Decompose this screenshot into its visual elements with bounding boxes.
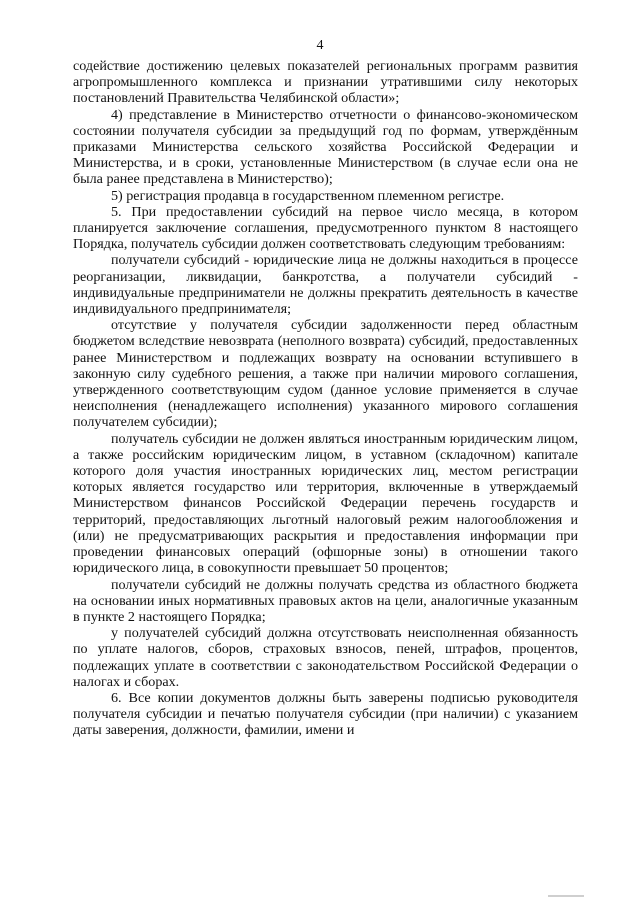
paragraph-section-5: 5. При предоставлении субсидий на первое число месяца, в котором планируется заключение соглашения, предусмотренного пунктом 8 настоящего Порядка, получатель субсидии должен соответствовать следующим требованиям: xyxy=(73,203,578,253)
paragraph-requirement-taxes: у получателей субсидий должна отсутствовать неисполненная обязанность по уплате налогов, сборов, страховых взносов, пеней, штрафов, процентов, подлежащих уплате в соответствии с законодательством Российской Федерации о налогах и сборах. xyxy=(73,625,578,690)
paragraph-continuation: содействие достижению целевых показателей региональных программ развития агропромышленного комплекса и признании утратившими силу некоторых постановлений Правительства Челябинской области»; xyxy=(73,58,578,107)
paragraph-requirement-other-funds: получатели субсидий не должны получать средства из областного бюджета на основании иных нормативных правовых актов на цели, аналогичные указанным в пункте 2 настоящего Порядка; xyxy=(73,576,578,625)
paragraph-item-4-reporting: 4) представление в Министерство отчетности о финансово-экономическом состоянии получателя субсидии за предыдущий год по формам, утверждённым приказами Министерства сельского хозяйства Российской Федерации и Министерства, и в сроки, установленные Министерством (в случае если она не была ранее представлена в Министерство); xyxy=(73,106,578,188)
paragraph-section-6: 6. Все копии документов должны быть заверены подписью руководителя получателя субсидии и печатью получателя субсидии (при наличии) с указанием даты заверения, должности, фамилии, имени и xyxy=(73,689,578,739)
scan-edge-mark xyxy=(548,895,584,897)
paragraph-requirement-debt: отсутствие у получателя субсидии задолженности перед областным бюджетом вследствие невозврата (неполного возврата) субсидий, предоставленных ранее Министерством и подлежащих возврату на основании вступившего в законную силу судебного решения, а также при наличии мирового соглашения, утвержденного соответствующим судом (данное условие применяется в случае неисполнения (ненадлежащего исполнения) указанного мирового соглашения получателем субсидии); xyxy=(73,317,578,431)
paragraph-requirement-reorganization: получатели субсидий - юридические лица не должны находиться в процессе реорганизации, ликвидации, банкротства, а получатели субсидий - индивидуальные предприниматели не должны прекратить деятельность в качестве индивидуального предпринимателя; xyxy=(73,252,578,318)
paragraph-item-5-registry: 5) регистрация продавца в государственном племенном регистре. xyxy=(111,187,505,204)
paragraph-requirement-foreign-entity: получатель субсидии не должен являться иностранным юридическим лицом, а также российским юридическим лицом, в уставном (складочном) капитале которого доля участия иностранных юридических лиц, местом регистрации которых является государство или территория, включенные в утверждаемый Министерством финансов Российской Федерации перечень государств и территорий, предоставляющих льготный налоговый режим налогообложения и (или) не предусматривающих раскрытия и предоставления информации при проведении финансовых операций (офшорные зоны) в отношении такого юридического лица, в совокупности превышает 50 процентов; xyxy=(73,430,578,577)
page-number: 4 xyxy=(316,38,324,53)
document-body xyxy=(73,58,578,739)
